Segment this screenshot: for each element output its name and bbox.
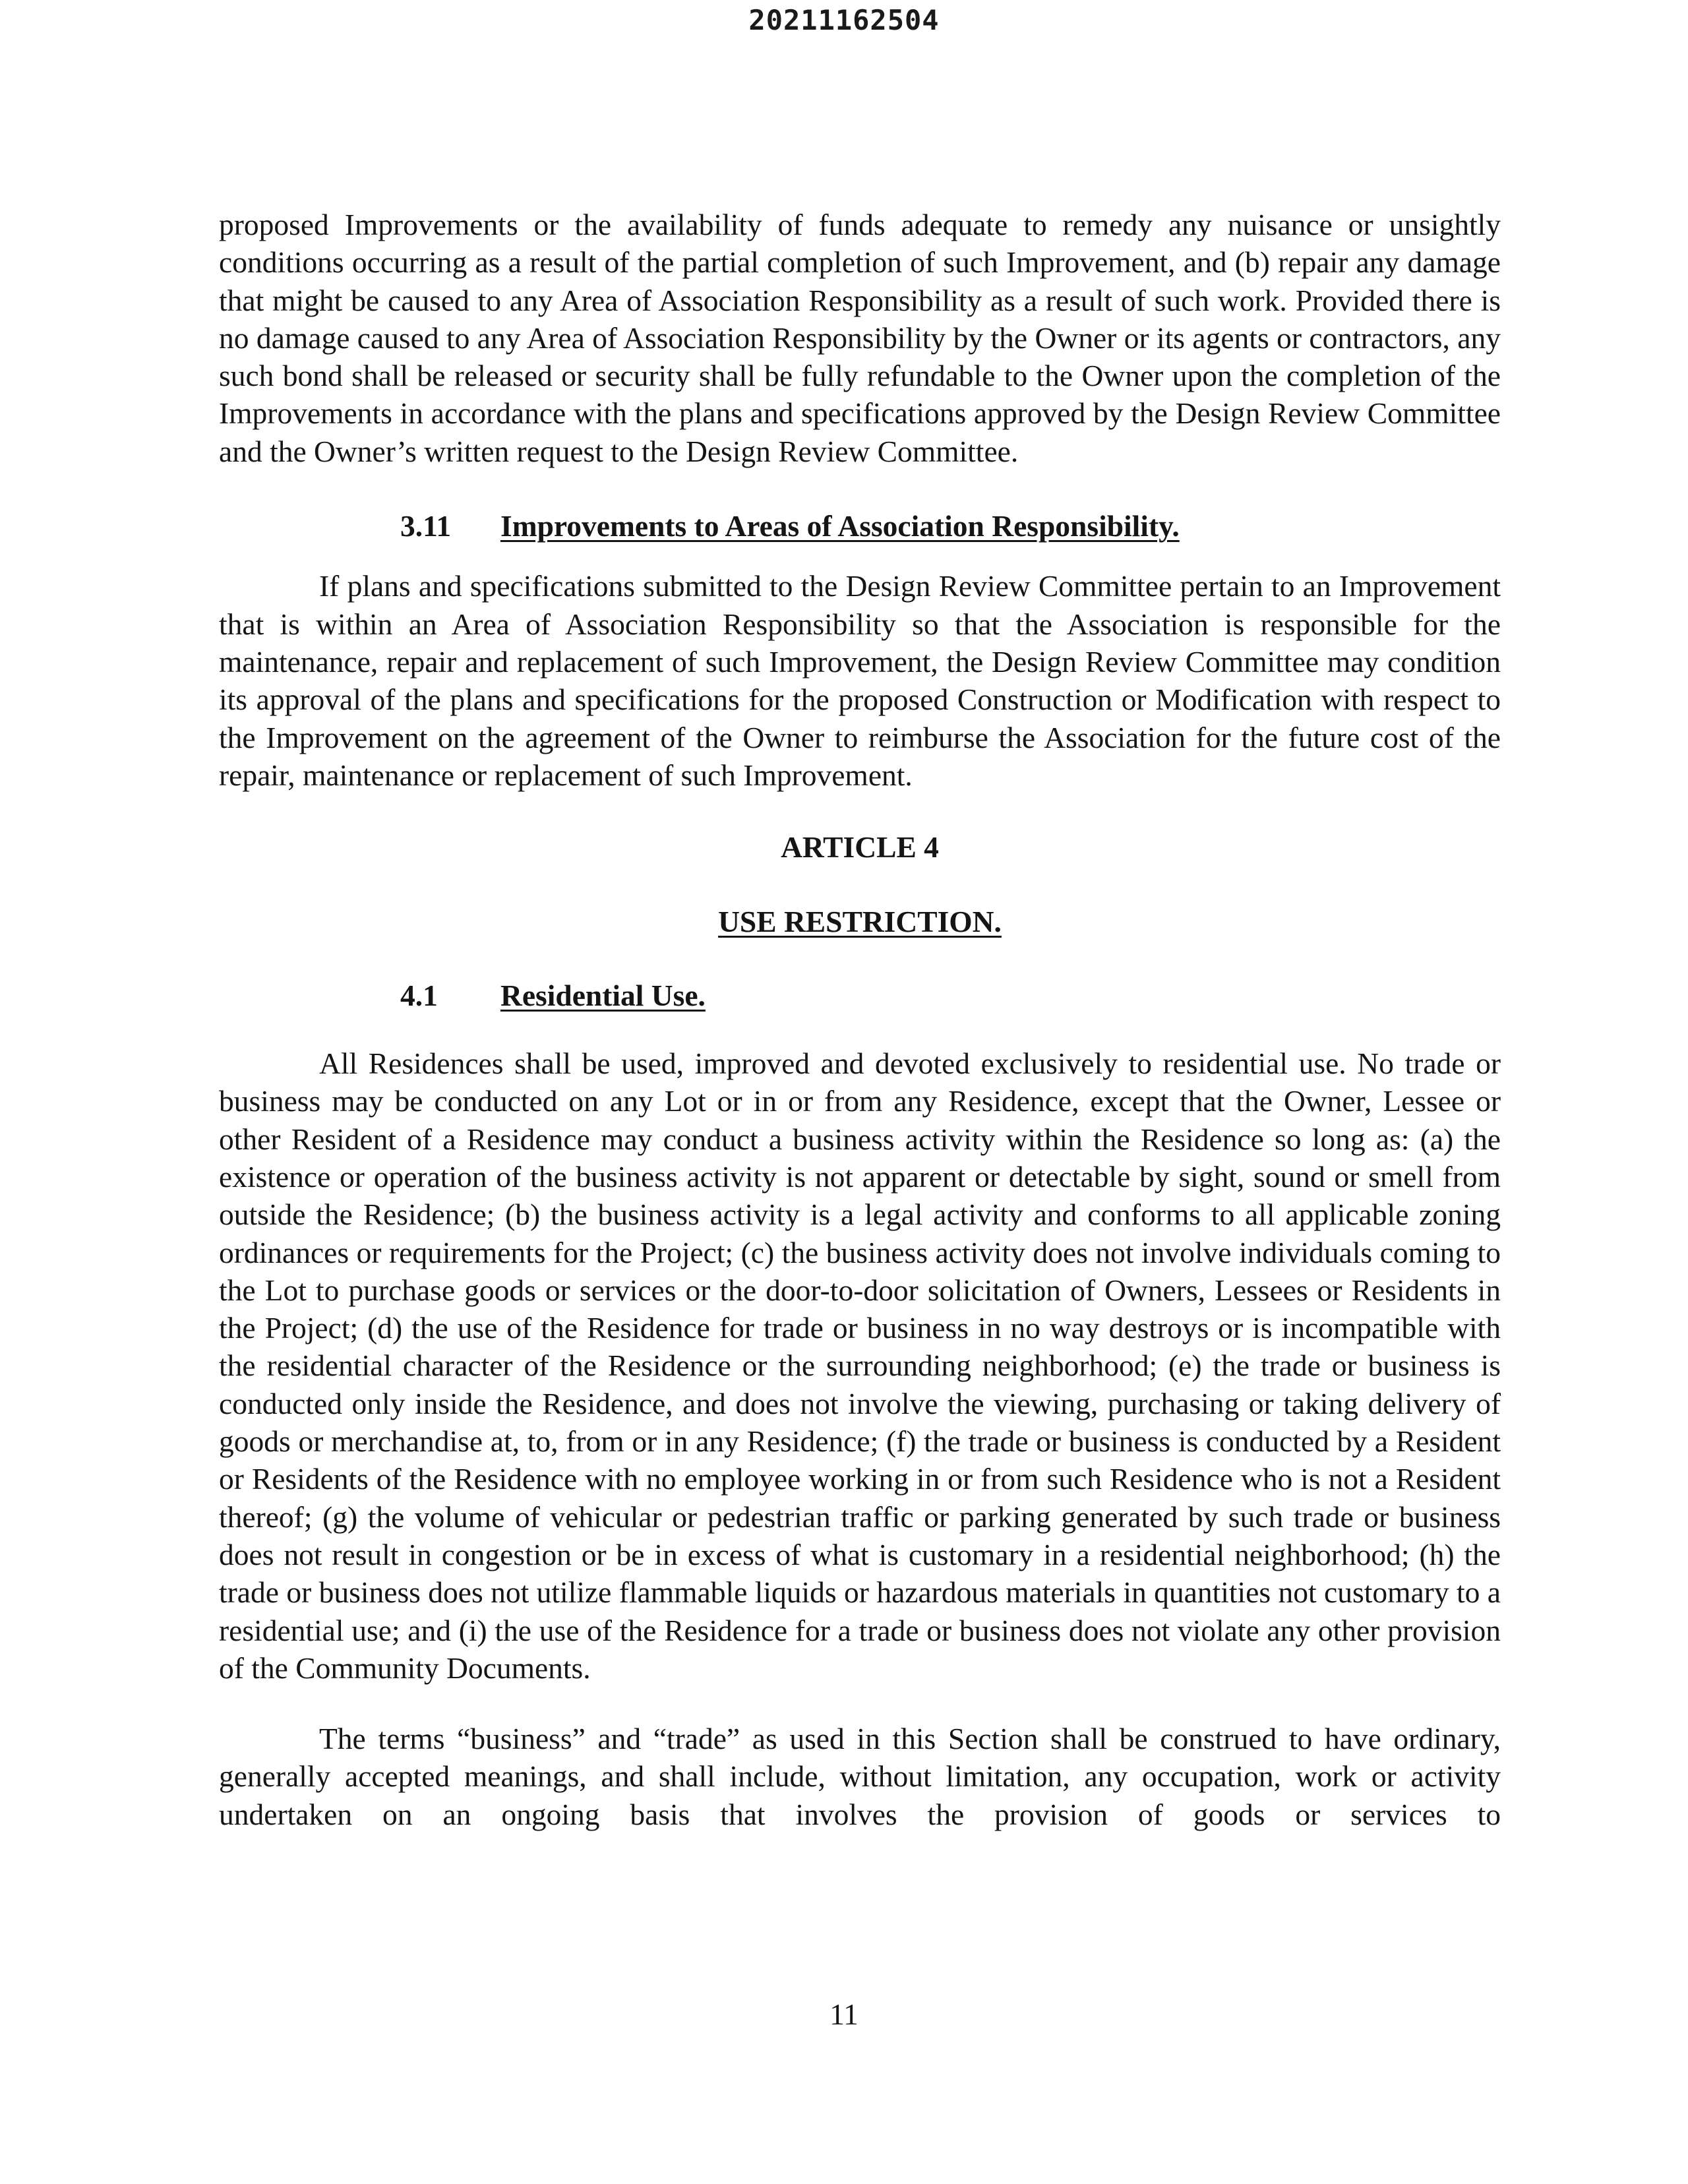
section-number: 3.11	[400, 509, 452, 543]
article-title	[219, 903, 1501, 940]
section-4-1-paragraph-2: The terms “business” and “trade” as used in this Section shall be construed to have ordinary, generally accepted meanings, and shall include, without limitation, any occupation, work or activity undertaken on an ongoing basis that involves the provision of goods or services to	[219, 1722, 1501, 1831]
section-title: Residential Use.	[500, 978, 706, 1012]
page-number: 11	[829, 1997, 859, 2031]
section-4-1-paragraph-1: All Residences shall be used, improved and devoted exclusively to residential use. No trade or business may be conducted on any Lot or in or from any Residence, except that the Owner, Lessee or other Resident of a Residence may conduct a business activity within the Residence so long as: (a) the existence or operation of the business activity is not apparent or detectable by sight, sound or smell from outside the Residence; (b) the business activity is a legal activity and conforms to all applicable zoning ordinances or requirements for the Project; (c) the business activity does not involve individuals coming to the Lot to purchase goods or services or the door-to-door solicitation of Owners, Lessees or Residents in the Project; (d) the use of the Residence for trade or business in no way destroys or is incompatible with the residential character of the Residence or the surrounding neighborhood; (e) the trade or business is conducted only inside the Residence, and does not involve the viewing, purchasing or taking delivery of goods or merchandise at, to, from or in any Residence; (f) the trade or business is conducted by a Resident or Residents of the Residence with no employee working in or from such Residence who is not a Resident thereof; (g) the volume of vehicular or pedestrian traffic or parking generated by such trade or business does not result in congestion or be in excess of what is customary in a residential neighborhood; (h) the trade or business does not utilize flammable liquids or hazardous materials in quantities not customary to a residential use; and (i) the use of the Residence for a trade or business does not violate any other provision of the Community Documents.	[219, 1046, 1501, 1685]
article-label: ARTICLE 4	[781, 830, 939, 864]
section-heading-4-1	[219, 977, 1501, 1014]
continued-paragraph: proposed Improvements or the availability of funds adequate to remedy any nuisance or unsightly conditions occurring as a result of the partial completion of such Improvement, and (b) repair any damage that might be caused to any Area of Association Responsibility as a result of such work. Provided there is no damage caused to any Area of Association Responsibility by the Owner or its agents or contractors, any such bond shall be released or security shall be fully refundable to the Owner upon the completion of the Improvements in accordance with the plans and specifications approved by the Design Review Committee and the Owner’s written request to the Design Review Committee.	[219, 208, 1501, 468]
section-number: 4.1	[400, 978, 438, 1012]
section-title: Improvements to Areas of Association Responsibility.	[500, 509, 1180, 543]
page-body	[219, 206, 1501, 1833]
document-number: 20211162504	[748, 4, 940, 36]
section-3-11-paragraph: If plans and specifications submitted to the Design Review Committee pertain to an Improvement that is within an Area of Association Responsibility so that the Association is responsible for the maintenance, repair and replacement of such Improvement, the Design Review Committee may condition its approval of the plans and specifications for the proposed Construction or Modification with respect to the Improvement on the agreement of the Owner to reimburse the Association for the future cost of the repair, maintenance or replacement of such Improvement.	[219, 569, 1501, 792]
article-title-text: USE RESTRICTION.	[718, 905, 1002, 939]
section-heading-3-11	[219, 507, 1501, 545]
